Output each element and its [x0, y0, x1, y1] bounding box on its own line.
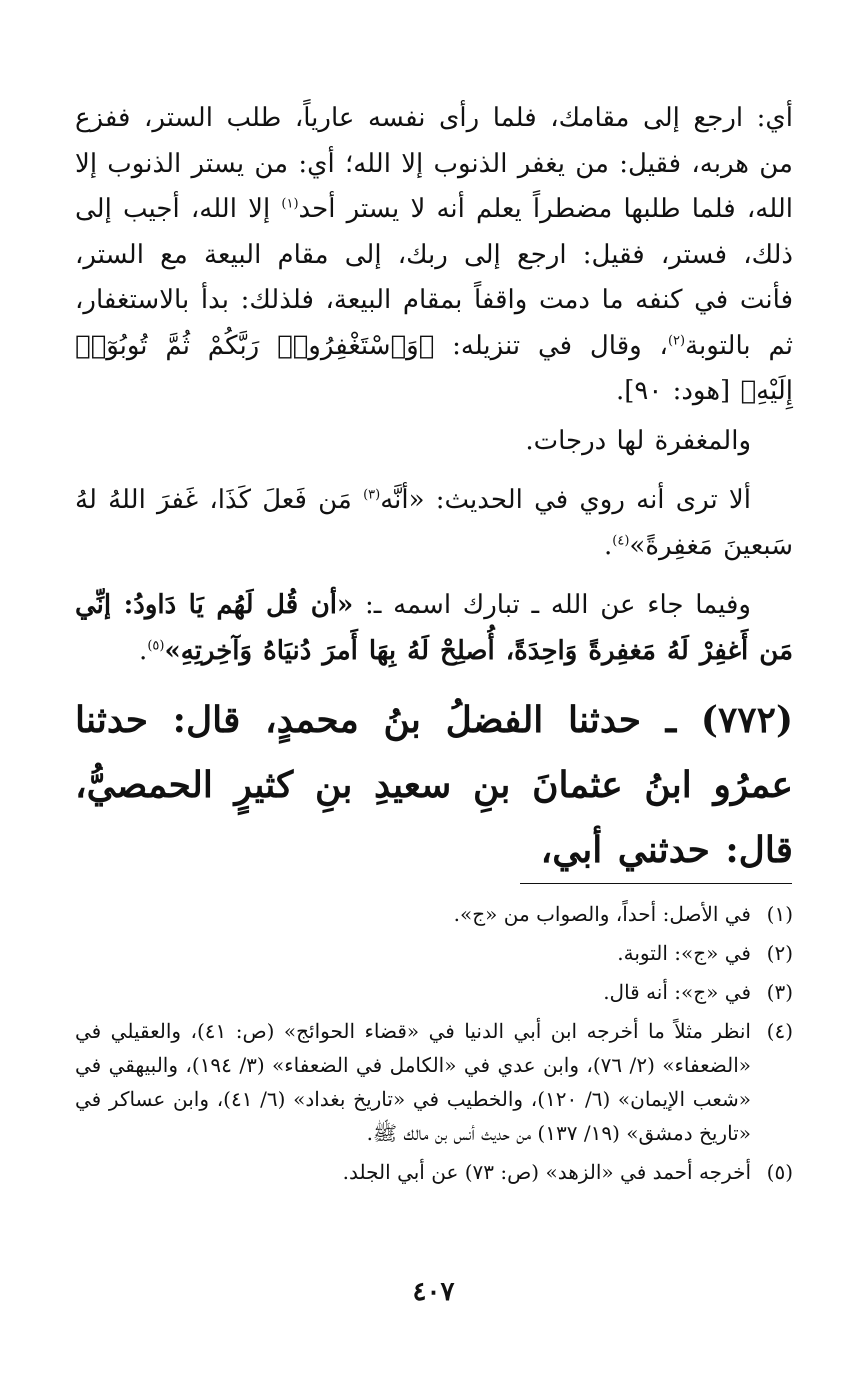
footnote-number: (٥): [766, 1160, 793, 1184]
footnote-text: في «ج»: التوبة.: [617, 941, 751, 965]
footnote-text: في الأصل: أحداً، والصواب من «ج».: [453, 902, 751, 926]
paragraph-4: [75, 583, 793, 674]
footnote-text: أخرجه أحمد في «الزهد» (ص: ٧٣) عن أبي الجلد.: [342, 1160, 751, 1184]
paragraph-4-quote: «أن قُل لَهُم يَا دَاودُ: إنِّي مَن أَغفِرْ لَهُ مَغفِرةً وَاحِدَةً، أُصلِحْ لَهُ بِهَا أَمرَ دُنيَاهُ وَآخِرتِهِ»: [75, 590, 793, 666]
paragraph-2: والمغفرة لها درجات.: [525, 425, 751, 456]
paragraph-3-text-c: .: [604, 530, 613, 561]
footnote-text: في «ج»: أنه قال.: [603, 980, 751, 1004]
footnote-ref-2: (٢): [667, 332, 686, 348]
paragraph-1: [75, 96, 793, 415]
paragraph-4-text-a: وفيما جاء عن الله ـ تبارك اسمه ـ:: [353, 590, 751, 620]
footnote-ref-4: (٤): [612, 532, 630, 548]
footnote-ref-1: (١): [281, 196, 299, 212]
footnote-text: انظر مثلاً ما أخرجه ابن أبي الدنيا في «قضاء الحوائج» (ص: ٤١)، والعقيلي في «الضعفاء» (٢/ ٧٦)، وابن عدي في «الكامل في الضعفاء» (٣/ ١٩٤)، والبيهقي في «شعب الإيمان» (٦/ ١٢٠)، والخطيب في «تاريخ بغداد» (٦/ ٤١)، وابن عساكر في «تاريخ دمشق» (١٩/ ١٣٧) من حديث أنس بن مالك ﷺ.: [75, 1019, 752, 1145]
footnote-2: [75, 936, 793, 970]
footnote-number: (٤): [766, 1019, 793, 1043]
footnote-number: (١): [766, 902, 793, 926]
hadith-heading: (٧٧٢) ـ حدثنا الفضلُ بنُ محمدٍ، قال: حدثنا عمرُو ابنُ عثمانَ بنِ سعيدِ بنِ كثيرٍ الحمصيُّ، قال: حدثني أبي،: [75, 699, 793, 871]
page-number: ٤٠٧: [412, 1277, 455, 1307]
paragraph-3-text-a: ألا ترى أنه روي في الحديث: «أنَّه: [380, 485, 751, 515]
paragraph-1-text-b: إلا الله، أجيب إلى ذلك، فستر، فقيل: ارجع إلى ربك، إلى مقام البيعة مع الستر، فأنت في كنفه ما دمت واقفاً بمقام البيعة، فلذلك: بدأ بالاستغفار، ثم بالتوبة: [75, 194, 793, 361]
footnote-number: (٣): [766, 980, 793, 1004]
footnote-ref-5: (٥): [147, 637, 165, 653]
footnote-ref-3: (٣): [363, 487, 381, 503]
footnote-4: [75, 1014, 793, 1150]
footnote-5: [75, 1155, 793, 1189]
main-text: [75, 96, 793, 883]
footnote-number: (٢): [766, 941, 793, 965]
paragraph-1-text-c: ، وقال في تنزيله: ﴿وَٱسْتَغْفِرُوا۟ رَبَّكُمْ ثُمَّ تُوبُوٓا۟ إِلَيْهِ﴾ [هود: ٩٠].: [75, 330, 793, 406]
paragraph-4-text-c: .: [139, 635, 148, 666]
footnotes: [75, 897, 793, 1194]
paragraph-3-text-b: مَن فَعلَ كَذَا، غَفرَ اللهُ لهُ سَبعينَ مَغفِرةً»: [75, 485, 793, 561]
paragraph-3: [75, 478, 793, 569]
footnote-1: [75, 897, 793, 931]
footnote-3: [75, 975, 793, 1009]
footnote-divider: [520, 883, 792, 884]
paragraph-1-text-a: أي: ارجع إلى مقامك، فلما رأى نفسه عارياً، طلب الستر، ففزع من هربه، فقيل: من يغفر الذنوب إلا الله؛ أي: من يستر الذنوب إلا الله، فلما طلبها مضطراً يعلم أنه لا يستر أحد: [74, 103, 793, 224]
